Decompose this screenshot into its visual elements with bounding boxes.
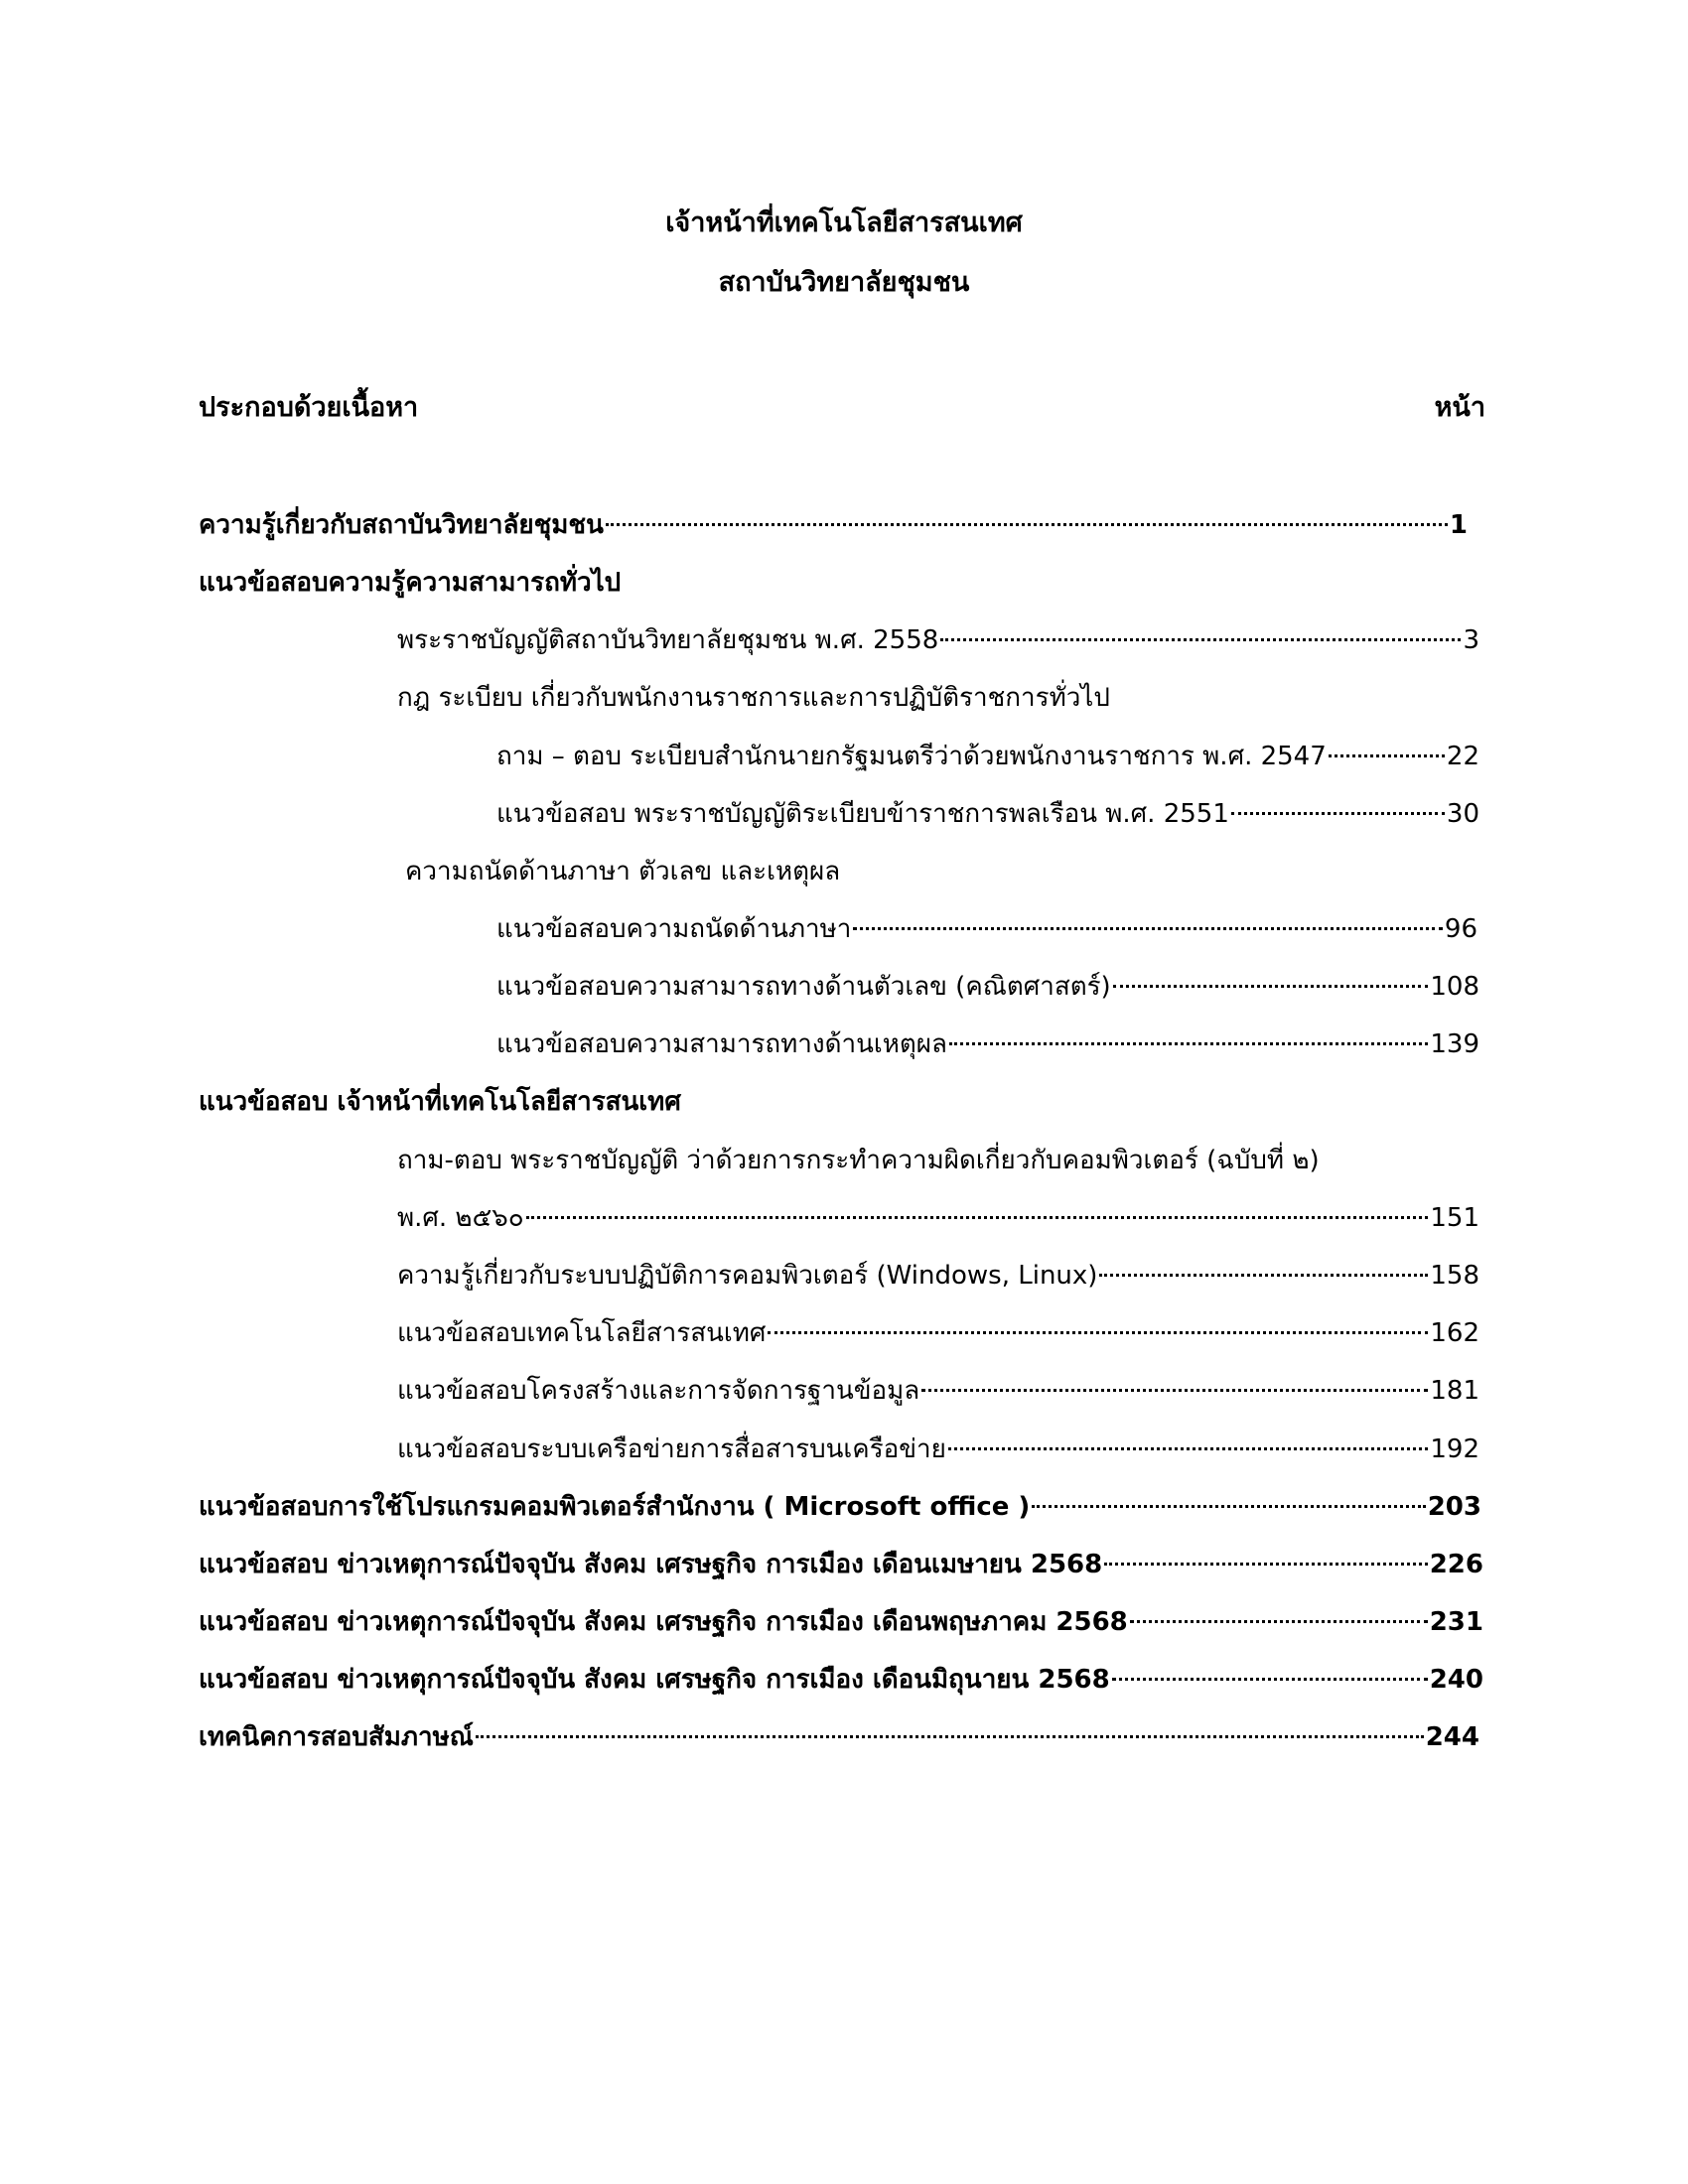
toc-entry xyxy=(397,1313,1479,1353)
dot-leader xyxy=(948,1447,1428,1450)
toc-section-heading xyxy=(199,1082,681,1122)
page-column-heading: หน้า xyxy=(1434,392,1485,423)
toc-entry xyxy=(496,967,1479,1007)
toc-entry-title: แนวข้อสอบเทคโนโลยีสารสนเทศ xyxy=(397,1318,767,1348)
toc-entry-title: แนวข้อสอบ เจ้าหน้าที่เทคโนโลยีสารสนเทศ xyxy=(199,1087,681,1117)
dot-leader xyxy=(1130,1620,1428,1623)
toc-entry-page: 181 xyxy=(1430,1376,1479,1406)
toc-entry-title: แนวข้อสอบ ข่าวเหตุการณ์ปัจจุบัน สังคม เศรษฐกิจ การเมือง เดือนเมษายน 2568 xyxy=(199,1550,1103,1579)
dot-leader xyxy=(1112,1678,1428,1681)
dot-leader xyxy=(1231,812,1445,815)
dot-leader xyxy=(1104,1563,1427,1566)
toc-entry-title: ความรู้เกี่ยวกับระบบปฏิบัติการคอมพิวเตอร์ (Windows, Linux) xyxy=(397,1261,1098,1291)
toc-entry xyxy=(199,1545,1483,1584)
toc-entry-title: แนวข้อสอบความรู้ความสามารถทั่วไป xyxy=(199,568,622,598)
toc-entry xyxy=(199,1717,1479,1757)
toc-entry xyxy=(397,620,1479,660)
toc-subsection-heading xyxy=(397,678,1110,718)
toc-entry-title: แนวข้อสอบ พระราชบัญญัติระเบียบข้าราชการพลเรือน พ.ศ. 2551 xyxy=(496,799,1229,829)
dot-leader xyxy=(949,1042,1428,1045)
toc-entry-page: 192 xyxy=(1430,1434,1479,1464)
toc-entry-title: พ.ศ. ๒๕๖๐ xyxy=(397,1203,524,1233)
dot-leader xyxy=(1032,1505,1425,1508)
toc-subsection-heading xyxy=(405,852,840,891)
dot-leader xyxy=(921,1389,1428,1392)
dot-leader xyxy=(476,1735,1424,1738)
toc-entry xyxy=(496,909,1477,949)
toc-entry xyxy=(496,737,1479,776)
toc-entry xyxy=(199,1602,1483,1642)
dot-leader xyxy=(768,1331,1428,1334)
toc-entry-title: ถาม-ตอบ พระราชบัญญัติ ว่าด้วยการกระทำความผิดเกี่ยวกับคอมพิวเตอร์ (ฉบับที่ ๒) xyxy=(397,1146,1320,1175)
toc-entry-title: ความถนัดด้านภาษา ตัวเลข และเหตุผล xyxy=(405,857,841,887)
dot-leader xyxy=(1099,1274,1428,1277)
toc-entry-page: 158 xyxy=(1430,1261,1479,1291)
toc-entry-page: 244 xyxy=(1425,1722,1479,1752)
toc-entry-page: 203 xyxy=(1427,1492,1481,1522)
document-title: เจ้าหน้าที่เทคโนโลยีสารสนเทศ xyxy=(665,207,1023,238)
toc-entry-page: 3 xyxy=(1463,625,1479,655)
contents-heading: ประกอบด้วยเนื้อหา xyxy=(199,392,419,423)
toc-entry xyxy=(496,794,1479,834)
toc-section-heading xyxy=(199,563,621,603)
dot-leader xyxy=(1329,754,1445,757)
toc-entry-page: 96 xyxy=(1444,914,1477,944)
toc-entry-title: แนวข้อสอบ ข่าวเหตุการณ์ปัจจุบัน สังคม เศรษฐกิจ การเมือง เดือนพฤษภาคม 2568 xyxy=(199,1607,1128,1637)
toc-entry-title: แนวข้อสอบความสามารถทางด้านเหตุผล xyxy=(496,1029,947,1059)
toc-entry-title: กฎ ระเบียบ เกี่ยวกับพนักงานราชการและการปฏิบัติราชการทั่วไป xyxy=(397,683,1110,713)
toc-entry-title: แนวข้อสอบความถนัดด้านภาษา xyxy=(496,914,852,944)
toc-entry-title: แนวข้อสอบความสามารถทางด้านตัวเลข (คณิตศาสตร์) xyxy=(496,972,1111,1002)
toc-entry-page: 22 xyxy=(1446,742,1479,771)
dot-leader xyxy=(853,927,1443,930)
toc-entry-page: 151 xyxy=(1430,1203,1479,1233)
toc-entry-title: ถาม – ตอบ ระเบียบสำนักนายกรัฐมนตรีว่าด้วยพนักงานราชการ พ.ศ. 2547 xyxy=(496,742,1327,771)
toc-entry-title: พระราชบัญญัติสถาบันวิทยาลัยชุมชน พ.ศ. 2558 xyxy=(397,625,939,655)
toc-entry-page: 30 xyxy=(1446,799,1479,829)
toc-entry-title: ความรู้เกี่ยวกับสถาบันวิทยาลัยชุมชน xyxy=(199,510,604,540)
dot-leader xyxy=(1113,985,1429,988)
toc-entry xyxy=(397,1198,1479,1238)
toc-entry xyxy=(199,1487,1481,1527)
toc-entry-page: 1 xyxy=(1449,510,1468,540)
toc-entry-page: 231 xyxy=(1429,1607,1483,1637)
dot-leader xyxy=(526,1216,1429,1219)
toc-entry-page: 108 xyxy=(1430,972,1479,1002)
toc-entry-page: 240 xyxy=(1429,1665,1483,1695)
dot-leader xyxy=(606,523,1448,526)
toc-entry xyxy=(397,1371,1479,1411)
toc-entry xyxy=(397,1430,1479,1469)
toc-entry-title: แนวข้อสอบโครงสร้างและการจัดการฐานข้อมูล xyxy=(397,1376,920,1406)
toc-entry-title: แนวข้อสอบการใช้โปรแกรมคอมพิวเตอร์สำนักงาน ( Microsoft office ) xyxy=(199,1492,1031,1522)
toc-entry-page: 162 xyxy=(1430,1318,1479,1348)
toc-entry xyxy=(496,1024,1479,1064)
toc-entry xyxy=(199,1660,1483,1700)
toc-entry-title: แนวข้อสอบระบบเครือข่ายการสื่อสารบนเครือข่าย xyxy=(397,1434,946,1464)
toc-entry xyxy=(199,505,1468,545)
toc-entry-page: 226 xyxy=(1429,1550,1483,1579)
toc-entry-title: เทคนิคการสอบสัมภาษณ์ xyxy=(199,1722,474,1752)
toc-entry xyxy=(397,1256,1479,1296)
toc-entry-wrapped xyxy=(397,1141,1320,1180)
toc-entry-page: 139 xyxy=(1430,1029,1479,1059)
toc-entry-title: แนวข้อสอบ ข่าวเหตุการณ์ปัจจุบัน สังคม เศรษฐกิจ การเมือง เดือนมิถุนายน 2568 xyxy=(199,1665,1110,1695)
dot-leader xyxy=(940,638,1461,641)
document-subtitle: สถาบันวิทยาลัยชุมชน xyxy=(718,267,970,298)
